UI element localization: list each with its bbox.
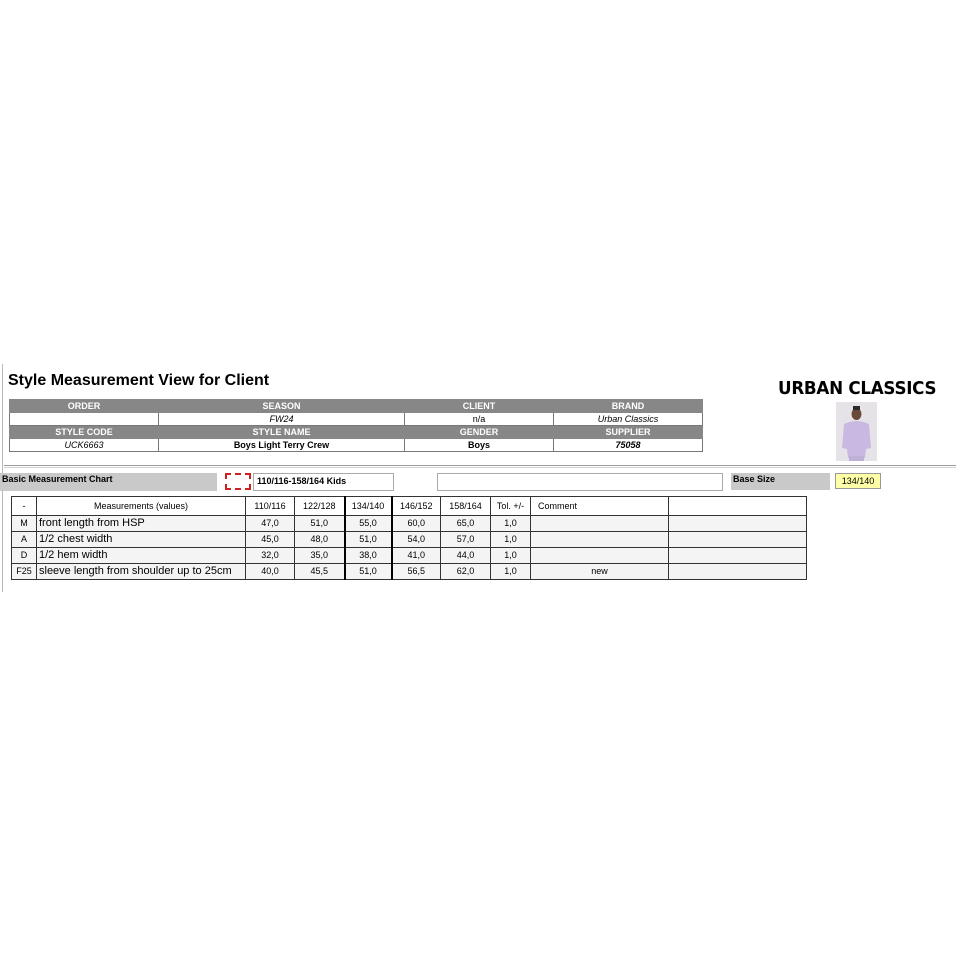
extra-cell bbox=[669, 564, 807, 580]
comment-value bbox=[531, 532, 669, 548]
measurement-header-row bbox=[12, 497, 807, 516]
order-label: ORDER bbox=[10, 400, 159, 413]
row-name: front length from HSP bbox=[37, 516, 246, 532]
value-158-164: 65,0 bbox=[441, 516, 491, 532]
value-134-140: 55,0 bbox=[345, 516, 392, 532]
value-158-164: 57,0 bbox=[441, 532, 491, 548]
size-header-122-128: 122/128 bbox=[295, 497, 345, 516]
extra-cell bbox=[669, 548, 807, 564]
tolerance-header: Tol. +/- bbox=[491, 497, 531, 516]
value-134-140: 51,0 bbox=[345, 564, 392, 580]
info-header-row bbox=[10, 400, 703, 413]
value-146-152: 54,0 bbox=[392, 532, 441, 548]
value-134-140: 51,0 bbox=[345, 532, 392, 548]
tolerance-value: 1,0 bbox=[491, 516, 531, 532]
table-row bbox=[12, 548, 807, 564]
row-name: 1/2 hem width bbox=[37, 548, 246, 564]
value-146-152: 60,0 bbox=[392, 516, 441, 532]
client-value: n/a bbox=[405, 413, 554, 426]
comment-value bbox=[531, 516, 669, 532]
season-value: FW24 bbox=[159, 413, 405, 426]
style-name-value: Boys Light Terry Crew bbox=[159, 439, 405, 452]
gender-value: Boys bbox=[405, 439, 554, 452]
tolerance-value: 1,0 bbox=[491, 532, 531, 548]
row-name: sleeve length from shoulder up to 25cm bbox=[37, 564, 246, 580]
comment-value: new bbox=[531, 564, 669, 580]
gender-label: GENDER bbox=[405, 426, 554, 439]
row-name: 1/2 chest width bbox=[37, 532, 246, 548]
value-134-140: 38,0 bbox=[345, 548, 392, 564]
value-110-116: 40,0 bbox=[246, 564, 295, 580]
supplier-value: 75058 bbox=[554, 439, 703, 452]
extra-header bbox=[669, 497, 807, 516]
selection-marker[interactable] bbox=[225, 473, 251, 490]
size-header-158-164: 158/164 bbox=[441, 497, 491, 516]
blank-field[interactable] bbox=[437, 473, 723, 491]
tolerance-value: 1,0 bbox=[491, 548, 531, 564]
brand-logo: URBAN CLASSICS bbox=[778, 378, 937, 399]
value-122-128: 35,0 bbox=[295, 548, 345, 564]
measurements-header: Measurements (values) bbox=[37, 497, 246, 516]
page-title: Style Measurement View for Client bbox=[8, 372, 270, 389]
row-code: A bbox=[12, 532, 37, 548]
product-photo bbox=[836, 402, 877, 461]
base-size-label: Base Size bbox=[731, 473, 830, 490]
comment-header: Comment bbox=[531, 497, 669, 516]
order-value bbox=[10, 413, 159, 426]
value-110-116: 45,0 bbox=[246, 532, 295, 548]
basic-measurement-chart-label: Basic Measurement Chart bbox=[0, 473, 217, 491]
value-122-128: 45,5 bbox=[295, 564, 345, 580]
table-row bbox=[12, 532, 807, 548]
brand-label: BRAND bbox=[554, 400, 703, 413]
value-146-152: 56,5 bbox=[392, 564, 441, 580]
info-value-row bbox=[10, 413, 703, 426]
table-row bbox=[12, 564, 807, 580]
measurement-table bbox=[11, 496, 807, 580]
value-158-164: 44,0 bbox=[441, 548, 491, 564]
extra-cell bbox=[669, 532, 807, 548]
style-info-table bbox=[9, 399, 703, 452]
style-name-label: STYLE NAME bbox=[159, 426, 405, 439]
value-158-164: 62,0 bbox=[441, 564, 491, 580]
client-label: CLIENT bbox=[405, 400, 554, 413]
value-146-152: 41,0 bbox=[392, 548, 441, 564]
value-122-128: 48,0 bbox=[295, 532, 345, 548]
section-divider bbox=[4, 465, 956, 466]
row-code: D bbox=[12, 548, 37, 564]
style-code-label: STYLE CODE bbox=[10, 426, 159, 439]
season-label: SEASON bbox=[159, 400, 405, 413]
tolerance-value: 1,0 bbox=[491, 564, 531, 580]
model-figure-image bbox=[836, 402, 877, 461]
size-header-146-152: 146/152 bbox=[392, 497, 441, 516]
style-code-value: UCK6663 bbox=[10, 439, 159, 452]
info-header-row-2 bbox=[10, 426, 703, 439]
value-110-116: 32,0 bbox=[246, 548, 295, 564]
supplier-label: SUPPLIER bbox=[554, 426, 703, 439]
code-header: - bbox=[12, 497, 37, 516]
section-divider-shadow bbox=[4, 467, 956, 468]
comment-value bbox=[531, 548, 669, 564]
row-code: M bbox=[12, 516, 37, 532]
table-row bbox=[12, 516, 807, 532]
brand-value: Urban Classics bbox=[554, 413, 703, 426]
row-code: F25 bbox=[12, 564, 37, 580]
extra-cell bbox=[669, 516, 807, 532]
info-value-row-2 bbox=[10, 439, 703, 452]
base-size-value[interactable]: 134/140 bbox=[835, 473, 881, 489]
size-range-field[interactable]: 110/116-158/164 Kids bbox=[253, 473, 394, 491]
value-122-128: 51,0 bbox=[295, 516, 345, 532]
size-header-134-140: 134/140 bbox=[345, 497, 392, 516]
size-header-110-116: 110/116 bbox=[246, 497, 295, 516]
value-110-116: 47,0 bbox=[246, 516, 295, 532]
